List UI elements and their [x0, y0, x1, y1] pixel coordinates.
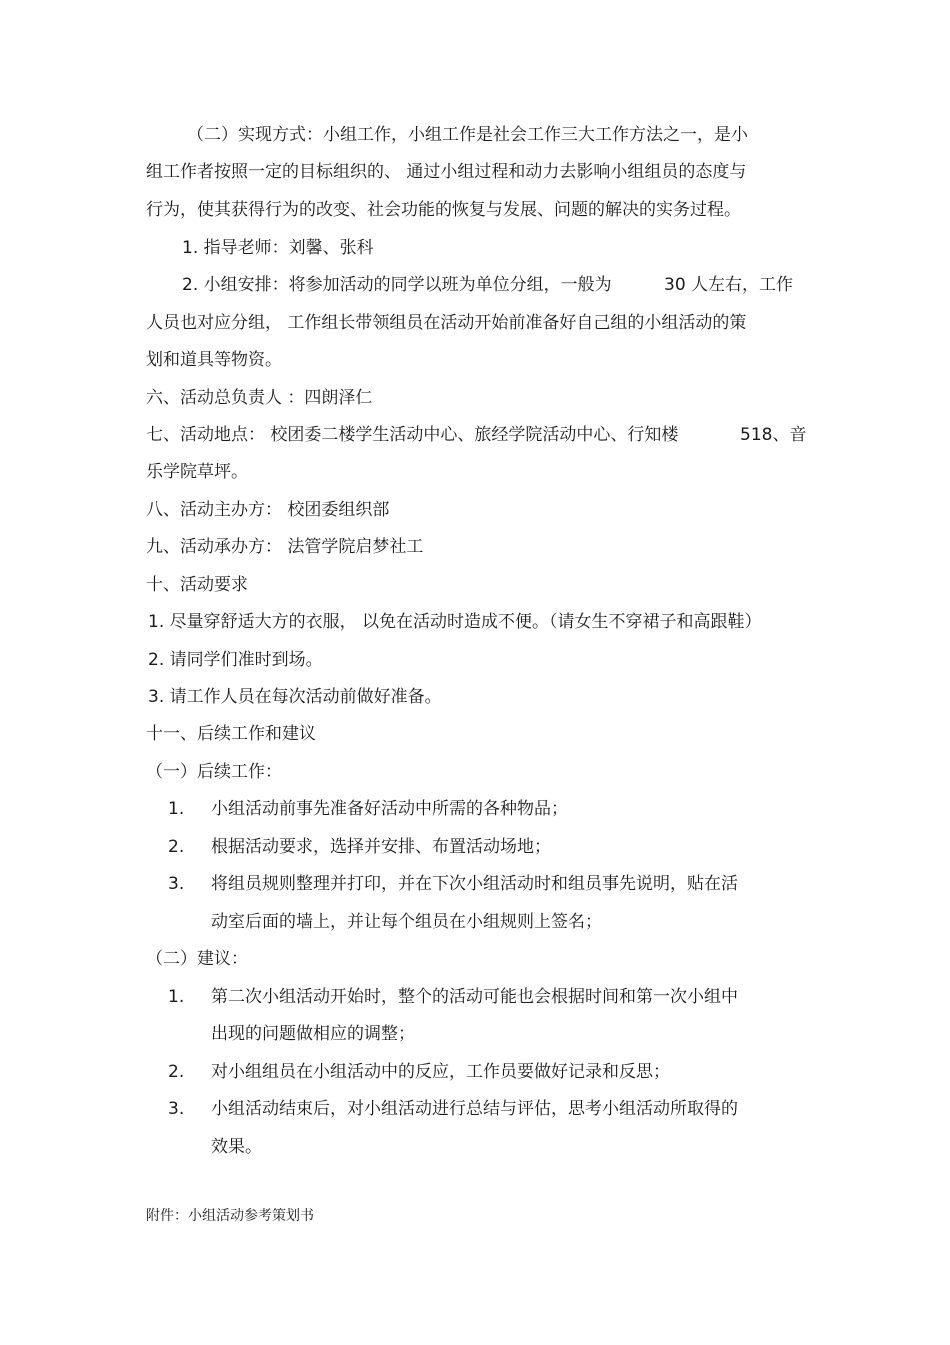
followup-3-number: 3. [168, 874, 185, 894]
arrange-line-3: 划和道具等物资。 [146, 350, 282, 370]
advice-3-text-line-1: 小组活动结束后，对小组活动进行总结与评估，思考小组活动所取得的 [211, 1099, 738, 1119]
section-7-line-1a: 七、活动地点： 校团委二楼学生活动中心、旅经学院活动中心、行知楼 [146, 425, 679, 445]
followup-title: （一）后续工作： [146, 762, 282, 782]
appendix-note: 附件：小组活动参考策划书 [146, 1208, 314, 1224]
method-line-1: （二）实现方式：小组工作，小组工作是社会工作三大工作方法之一，是小 [187, 125, 748, 145]
method-line-3: 行为，使其获得行为的改变、社会功能的恢复与发展、问题的解决的实务过程。 [146, 200, 741, 220]
advice-1-number: 1. [168, 987, 185, 1007]
advice-3-text-line-2: 效果。 [211, 1137, 262, 1157]
followup-3-text-line-2: 动室后面的墙上，并让每个组员在小组规则上签名； [211, 912, 602, 932]
section-7-line-1b: 518、音 [740, 425, 807, 445]
advice-1-text-line-2: 出现的问题做相应的调整； [211, 1024, 415, 1044]
section-11-title: 十一、后续工作和建议 [146, 724, 316, 744]
advice-2-text: 对小组组员在小组活动中的反应，工作员要做好记录和反思； [211, 1062, 670, 1082]
arrange-line-2: 人员也对应分组， 工作组长带领组员在活动开始前准备好自己组的小组活动的策 [146, 313, 747, 333]
method-line-2: 组工作者按照一定的目标组织的、 通过小组过程和动力去影响小组组员的态度与 [146, 162, 747, 182]
section-10-title: 十、活动要求 [146, 575, 248, 595]
advice-1-text-line-1: 第二次小组活动开始时，整个的活动可能也会根据时间和第一次小组中 [211, 987, 738, 1007]
advice-2-number: 2. [168, 1062, 185, 1082]
section-6: 六、活动总负责人 ：四朗泽仁 [146, 388, 373, 408]
followup-3-text-line-1: 将组员规则整理并打印，并在下次小组活动时和组员事先说明，贴在活 [211, 874, 738, 894]
section-9: 九、活动承办方： 法管学院启梦社工 [146, 537, 424, 557]
followup-1-number: 1. [168, 799, 185, 819]
followup-2-text: 根据活动要求，选择并安排、布置活动场地； [211, 837, 551, 857]
requirement-2: 2. 请同学们准时到场。 [148, 650, 323, 670]
section-7-line-2: 乐学院草坪。 [146, 462, 248, 482]
teacher-line: 1. 指导老师：刘馨、张科 [182, 238, 374, 258]
followup-1-text: 小组活动前事先准备好活动中所需的各种物品； [211, 799, 568, 819]
advice-3-number: 3. [168, 1099, 185, 1119]
arrange-line-1b: 30 人左右，工作 [664, 275, 794, 295]
advice-title: （二）建议： [146, 949, 248, 969]
requirement-1: 1. 尽量穿舒适大方的衣服， 以免在活动时造成不便。（请女生不穿裙子和高跟鞋） [148, 612, 762, 632]
arrange-line-1a: 2. 小组安排：将参加活动的同学以班为单位分组，一般为 [182, 275, 612, 295]
section-8: 八、活动主办方： 校团委组织部 [146, 500, 390, 520]
requirement-3: 3. 请工作人员在每次活动前做好准备。 [148, 687, 442, 707]
followup-2-number: 2. [168, 837, 185, 857]
